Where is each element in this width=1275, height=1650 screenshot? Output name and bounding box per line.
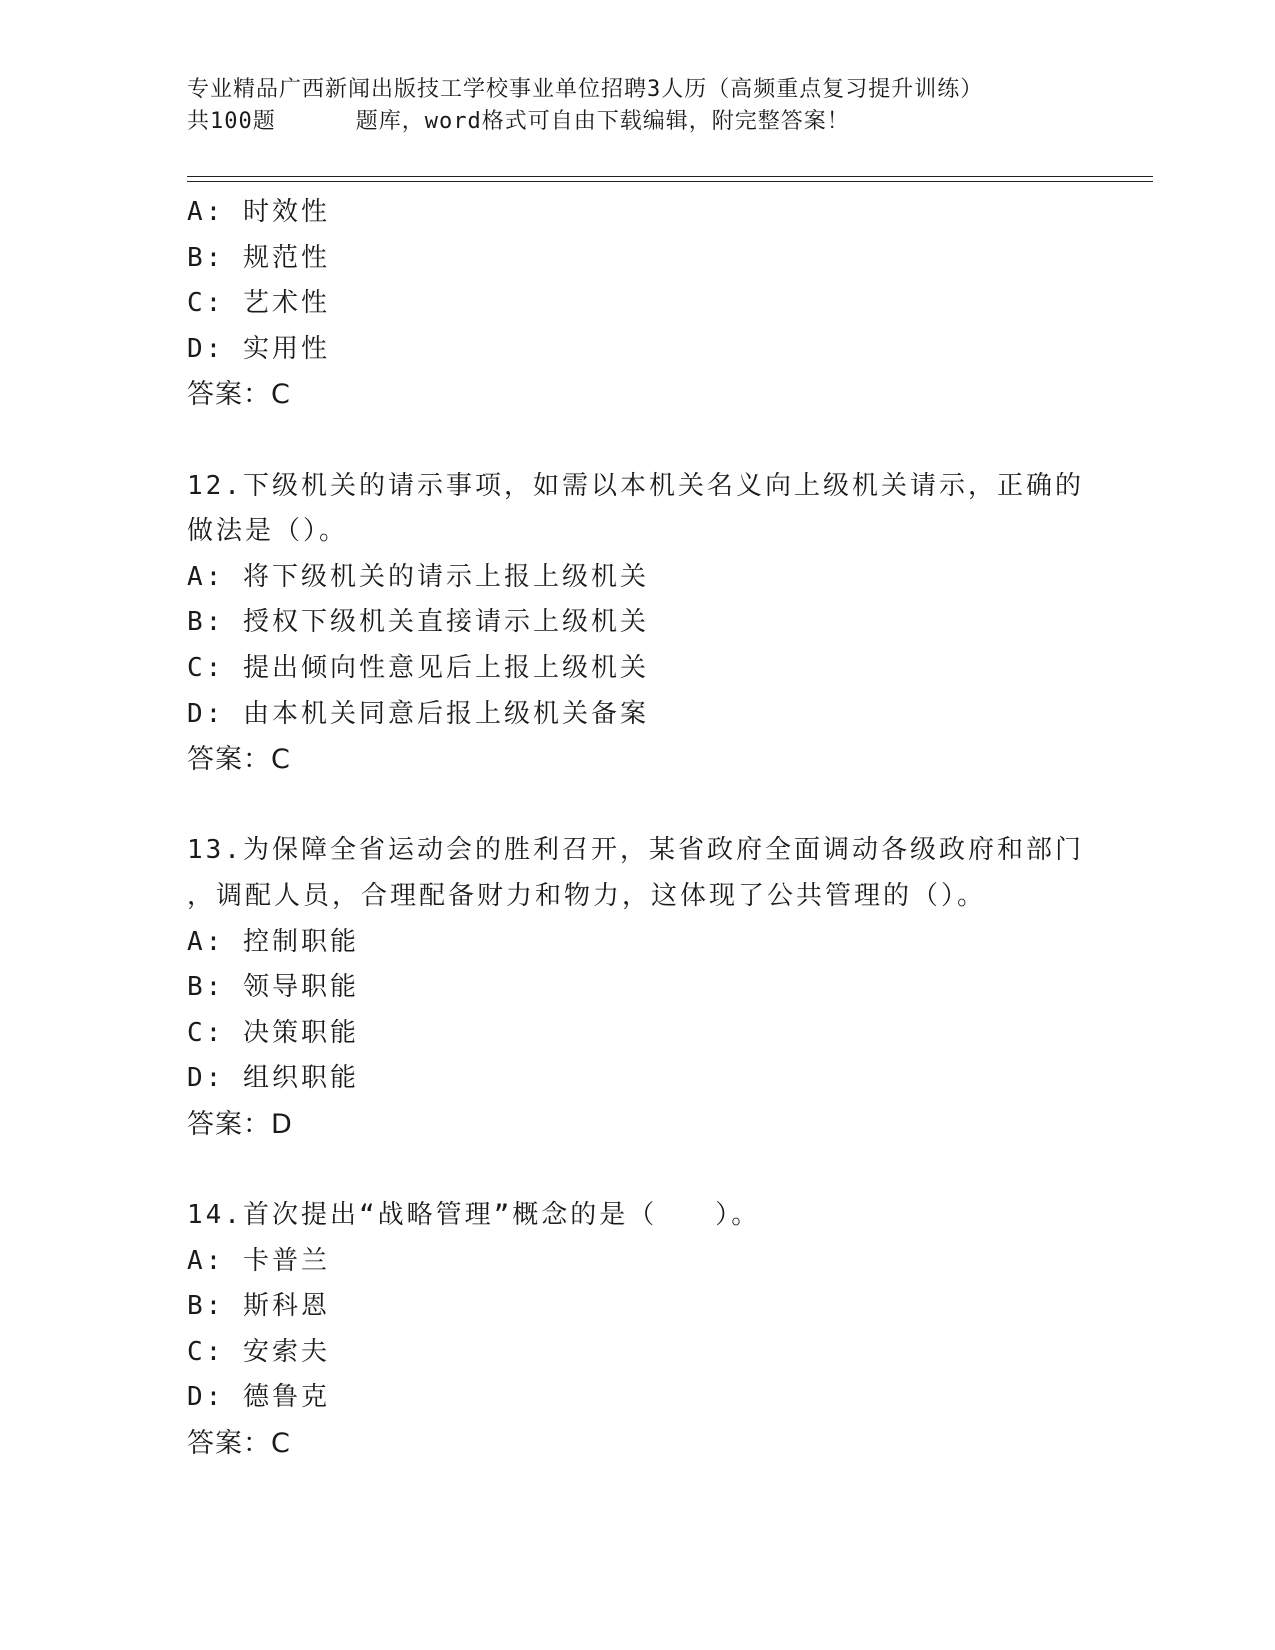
option-a: A: 控制职能	[187, 926, 359, 957]
option-c: C: 安索夫	[187, 1336, 330, 1367]
option-d: D: 组织职能	[187, 1063, 359, 1094]
header-rule-top	[187, 176, 1153, 177]
header-question-count: 共100题	[187, 109, 276, 134]
question-stem: 13.为保障全省运动会的胜利召开，某省政府全面调动各级政府和部门	[187, 835, 1084, 866]
option-b: B: 斯科恩	[187, 1291, 330, 1322]
option-a: A: 卡普兰	[187, 1245, 330, 1276]
question-stem-continued: ，调配人员，合理配备财力和物力，这体现了公共管理的（）。	[187, 880, 987, 911]
header-title-line: 专业精品广西新闻出版技工学校事业单位招聘3人历（高频重点复习提升训练）	[187, 77, 984, 102]
option-c: C: 艺术性	[187, 288, 330, 319]
option-c: C: 提出倾向性意见后上报上级机关	[187, 652, 649, 683]
question-stem-continued: 做法是（）。	[187, 516, 349, 547]
header-format-note: 题库，word格式可自由下载编辑，附完整答案！	[355, 109, 850, 134]
question-list	[187, 190, 1087, 1467]
option-d: D: 德鲁克	[187, 1382, 330, 1413]
answer: 答案：C	[187, 379, 291, 411]
answer: 答案：D	[187, 1108, 293, 1140]
question-11	[187, 190, 1087, 418]
header-subtitle-line	[187, 106, 1147, 138]
option-b: B: 授权下级机关直接请示上级机关	[187, 607, 649, 638]
question-stem: 14.首次提出“战略管理”概念的是（ ）。	[187, 1200, 761, 1231]
question-13	[187, 828, 1087, 1147]
question-14	[187, 1193, 1087, 1467]
option-b: B: 规范性	[187, 242, 330, 273]
option-a: A: 时效性	[187, 197, 330, 227]
option-c: C: 决策职能	[187, 1017, 359, 1048]
question-stem: 12.下级机关的请示事项，如需以本机关名义向上级机关请示，正确的	[187, 470, 1084, 501]
option-d: D: 由本机关同意后报上级机关备案	[187, 698, 649, 729]
question-12	[187, 464, 1087, 783]
answer: 答案：C	[187, 1428, 291, 1460]
answer: 答案：C	[187, 744, 291, 776]
option-a: A: 将下级机关的请示上报上级机关	[187, 561, 649, 592]
header-rule-bottom	[187, 181, 1153, 182]
document-header	[187, 74, 1147, 138]
option-b: B: 领导职能	[187, 972, 359, 1003]
option-d: D: 实用性	[187, 333, 330, 364]
